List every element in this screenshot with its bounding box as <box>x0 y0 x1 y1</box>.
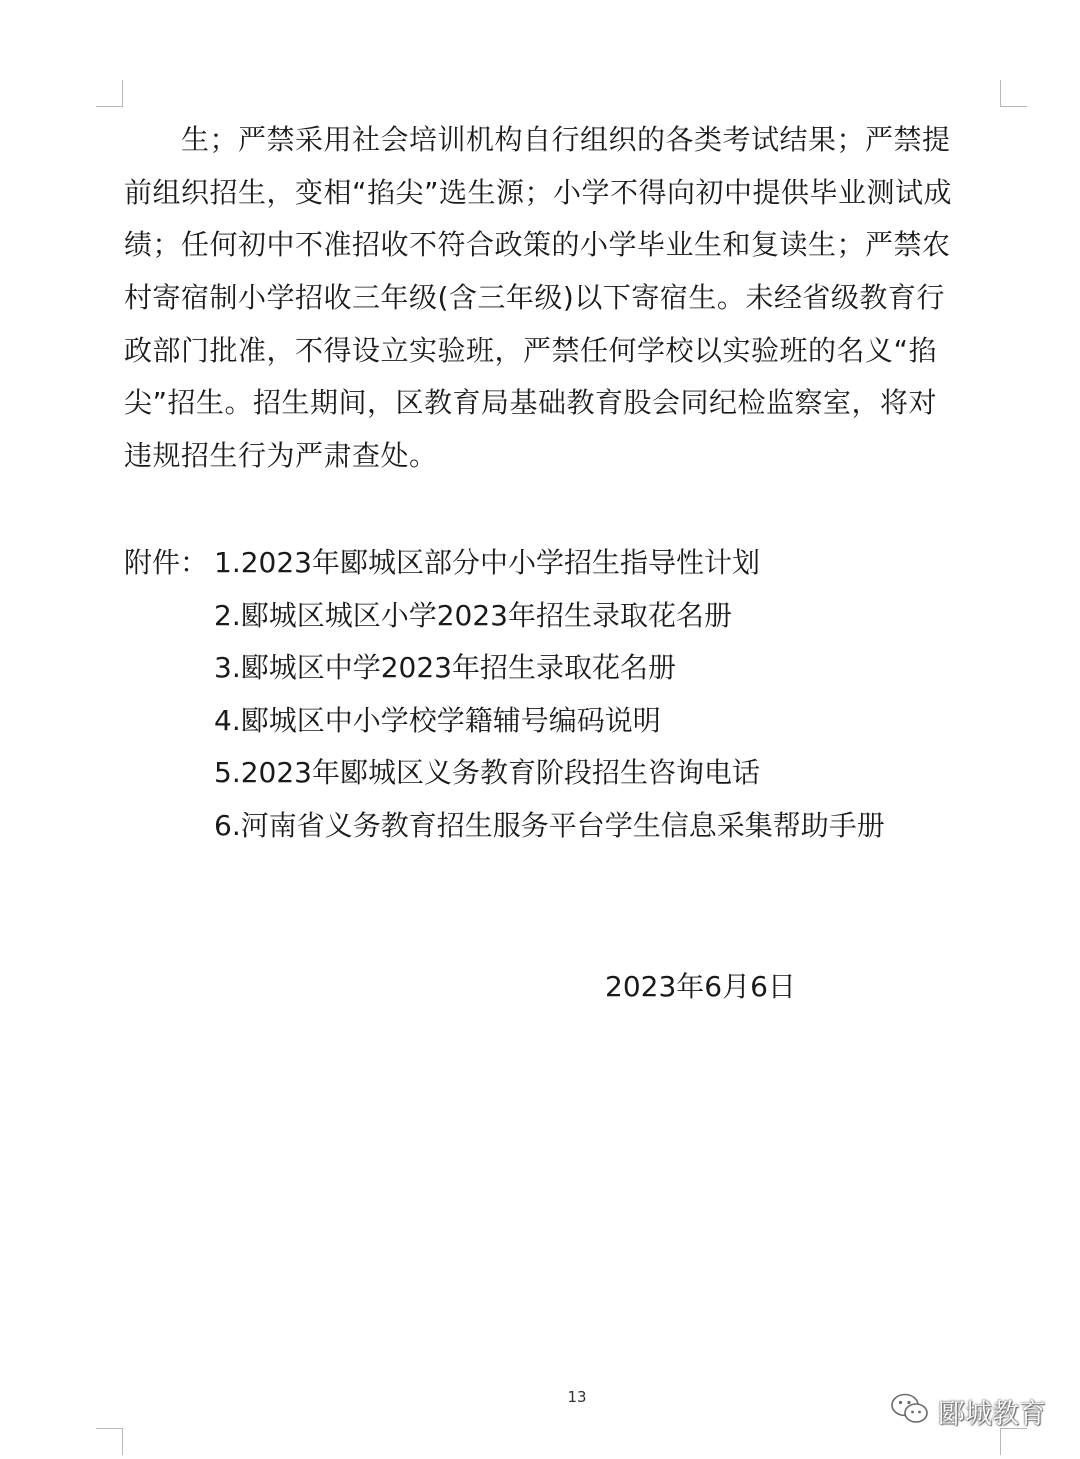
body-line: 绩；任何初中不准招收不符合政策的小学毕业生和复读生；严禁农 <box>124 228 951 262</box>
attachment-item <box>124 642 1000 695</box>
attachment-item <box>124 590 1000 643</box>
page-number: 13 <box>567 1388 587 1406</box>
attachment-title: 4.郾城区中小学校学籍辅号编码说明 <box>214 703 661 737</box>
attachments-list <box>124 537 1000 852</box>
crop-mark-top-left <box>96 80 123 107</box>
body-paragraph <box>124 114 1000 483</box>
attachment-title: 6.河南省义务教育招生服务平台学生信息采集帮助手册 <box>214 808 885 842</box>
crop-mark-top-right <box>1000 80 1027 107</box>
attachment-title: 3.郾城区中学2023年招生录取花名册 <box>214 651 676 684</box>
watermark <box>890 1390 1046 1432</box>
body-line: 村寄宿制小学招收三年级(含三年级)以下寄宿生。未经省级教育行 <box>124 281 945 315</box>
watermark-text: 郾城教育 <box>938 1398 1046 1430</box>
attachment-title: 5.2023年郾城区义务教育阶段招生咨询电话 <box>214 756 760 789</box>
attachment-item <box>124 747 1000 800</box>
attachment-title: 2.郾城区城区小学2023年招生录取花名册 <box>214 598 732 632</box>
attachment-title: 1.2023年郾城区部分中小学招生指导性计划 <box>214 546 760 579</box>
document-date: 2023年6月6日 <box>605 970 796 1003</box>
body-line: 生；严禁采用社会培训机构自行组织的各类考试结果；严禁提 <box>124 123 951 156</box>
crop-mark-bottom-right <box>1000 1428 1027 1455</box>
body-line: 违规招生行为严肃查处。 <box>124 439 438 473</box>
body-line: 前组织招生，变相“掐尖”选生源；小学不得向初中提供毕业测试成 <box>124 175 953 209</box>
attachment-item <box>124 537 1000 590</box>
crop-mark-bottom-left <box>96 1428 123 1455</box>
attachment-item <box>124 800 1000 853</box>
body-line: 尖”招生。招生期间，区教育局基础教育股会同纪检监察室，将对 <box>124 386 938 420</box>
body-line: 政部门批准，不得设立实验班，严禁任何学校以实验班的名义“掐 <box>124 333 938 367</box>
attachment-item <box>124 695 1000 748</box>
attachments-label: 附件： <box>124 546 209 579</box>
wechat-icon <box>890 1392 930 1430</box>
